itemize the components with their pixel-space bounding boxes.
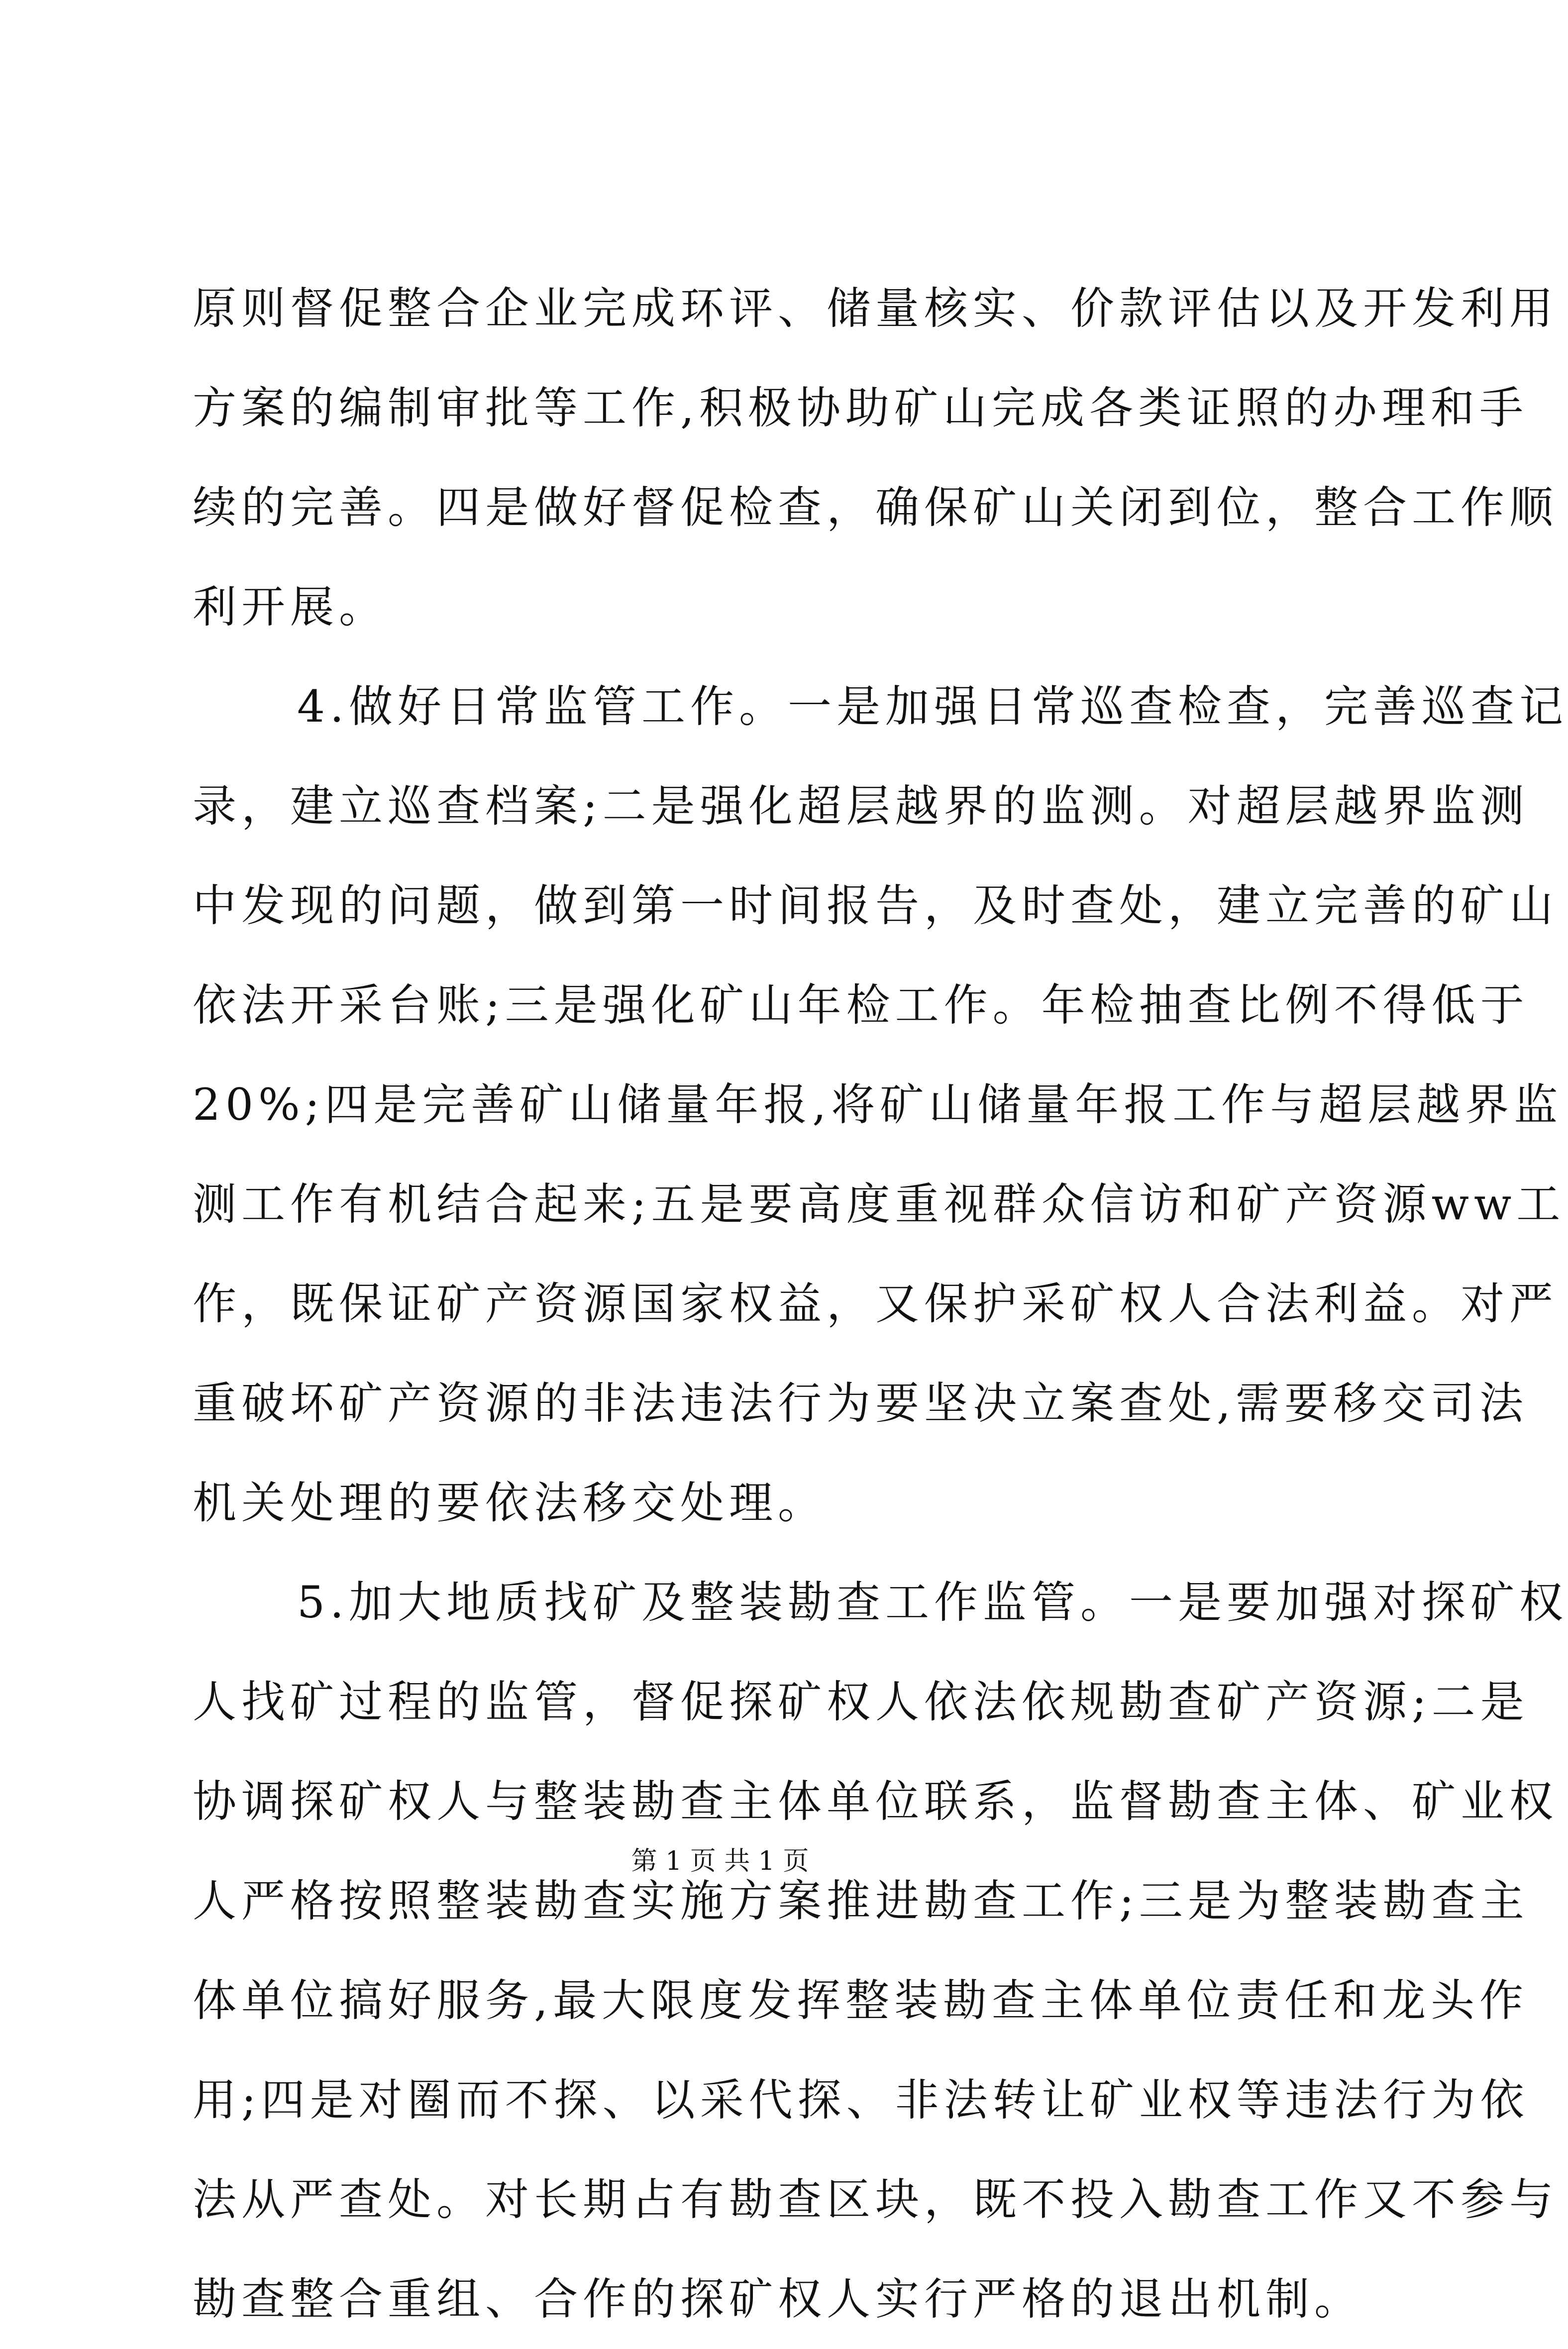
text-line: 测工作有机结合起来;五是要高度重视群众信访和矿产资源ww工 bbox=[193, 1178, 1566, 1230]
document-body bbox=[193, 259, 1568, 2349]
text-line: 法从严查处。对长期占有勘查区块，既不投入勘查工作又不参与 bbox=[193, 2174, 1559, 2225]
text-line: 用;四是对圈而不探、以采代探、非法转让矿业权等违法行为依 bbox=[193, 2074, 1529, 2126]
text-line: 原则督促整合企业完成环评、储量核实、价款评估以及开发利用 bbox=[193, 283, 1559, 334]
page-number-footer: 第 1 页 共 1 页 bbox=[631, 1846, 809, 1876]
text-line: 利开展。 bbox=[193, 581, 388, 633]
text-line: 中发现的问题，做到第一时间报告，及时查处，建立完善的矿山 bbox=[193, 880, 1559, 931]
paragraph-4-heading-line: 4.做好日常监管工作。一是加强日常巡查检查，完善巡查记 bbox=[297, 681, 1568, 732]
text-line: 方案的编制审批等工作,积极协助矿山完成各类证照的办理和手 bbox=[193, 382, 1528, 433]
text-line: 人找矿过程的监管，督促探矿权人依法依规勘查矿产资源;二是 bbox=[193, 1676, 1529, 1727]
text-line: 协调探矿权人与整装勘查主体单位联系，监督勘查主体、矿业权 bbox=[193, 1776, 1559, 1827]
paragraph-5-heading-line: 5.加大地质找矿及整装勘查工作监管。一是要加强对探矿权 bbox=[297, 1577, 1568, 1628]
text-line: 重破坏矿产资源的非法违法行为要坚决立案查处,需要移交司法 bbox=[193, 1378, 1528, 1429]
text-line: 勘查整合重组、合作的探矿权人实行严格的退出机制。 bbox=[193, 2273, 1363, 2325]
text-line: 机关处理的要依法移交处理。 bbox=[193, 1477, 827, 1528]
text-line: 作，既保证矿产资源国家权益，又保护采矿权人合法利益。对严 bbox=[193, 1278, 1559, 1329]
text-line: 人严格按照整装勘查实施方案推进勘查工作;三是为整装勘查主 bbox=[193, 1875, 1529, 1926]
text-line: 依法开采台账;三是强化矿山年检工作。年检抽查比例不得低于 bbox=[193, 979, 1529, 1031]
text-line: 体单位搞好服务,最大限度发挥整装勘查主体单位责任和龙头作 bbox=[193, 1975, 1528, 2026]
text-line: 20%;四是完善矿山储量年报,将矿山储量年报工作与超层越界监 bbox=[193, 1079, 1563, 1130]
text-line: 录，建立巡查档案;二是强化超层越界的监测。对超层越界监测 bbox=[193, 780, 1529, 832]
text-line: 续的完善。四是做好督促检查，确保矿山关闭到位，整合工作顺 bbox=[193, 482, 1559, 533]
